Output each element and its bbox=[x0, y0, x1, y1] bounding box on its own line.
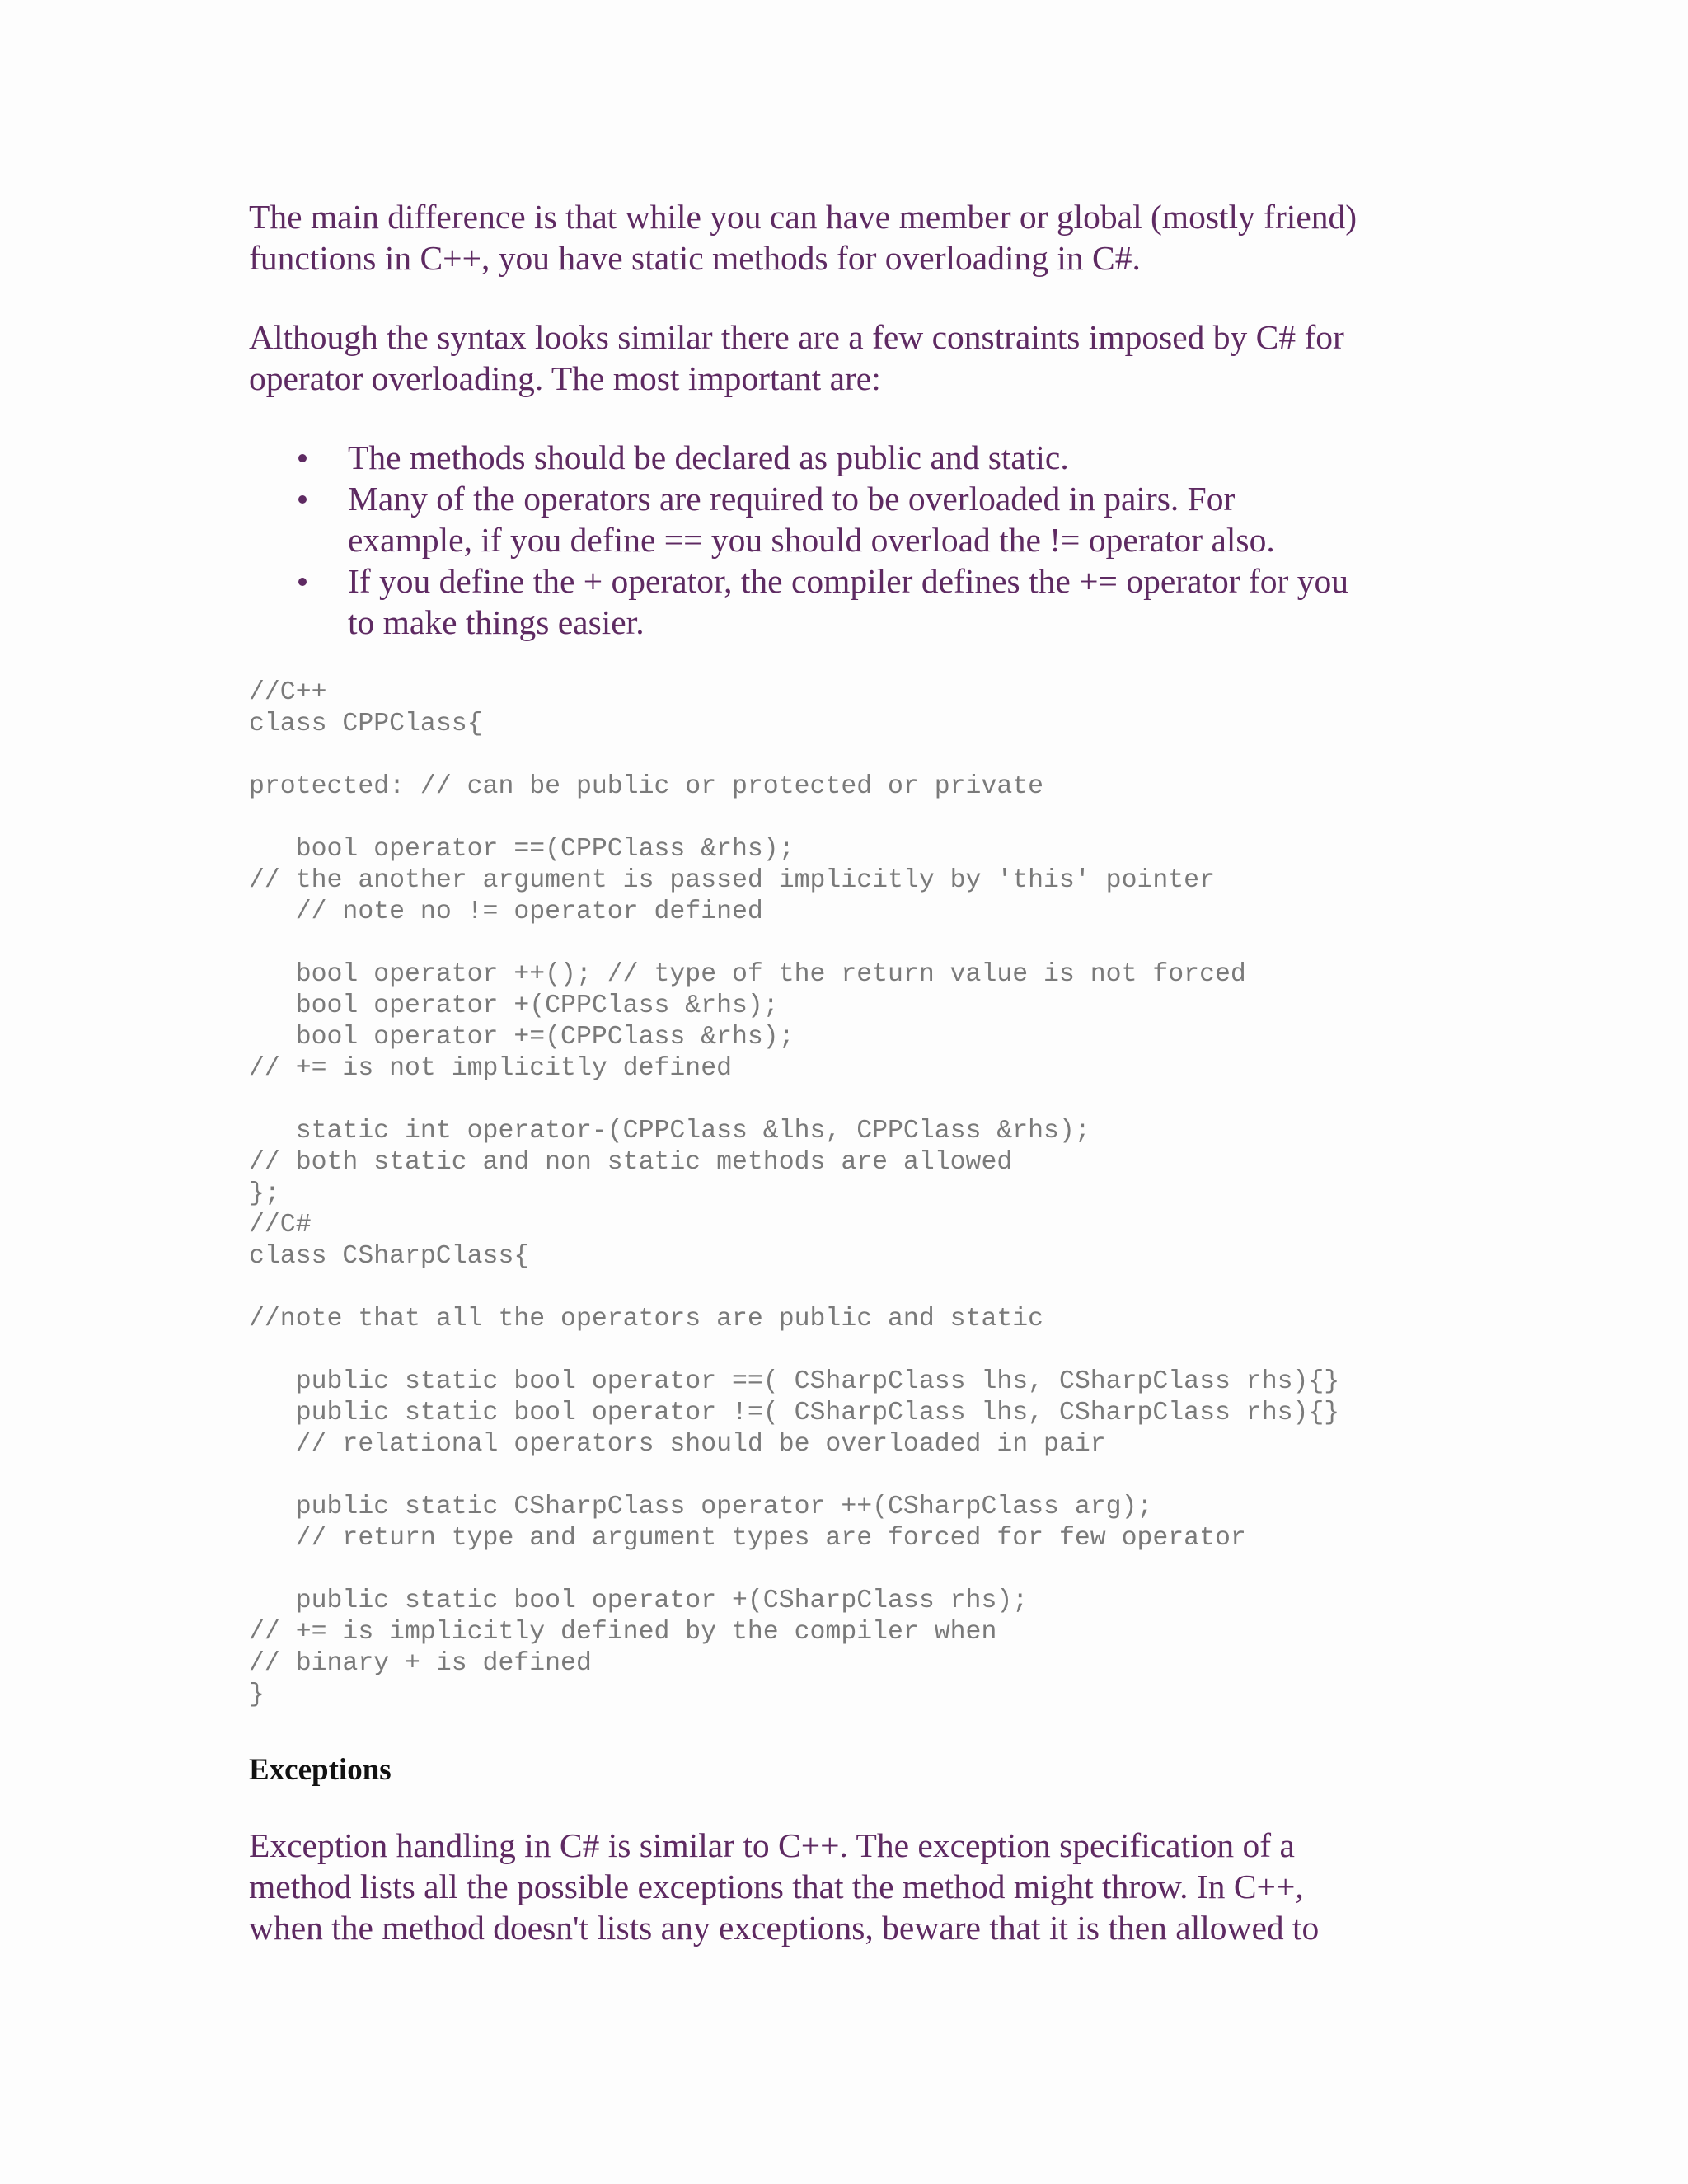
intro-paragraph-2 bbox=[249, 316, 1452, 399]
list-item bbox=[249, 437, 1452, 478]
section-heading-exceptions: Exceptions bbox=[249, 1753, 392, 1787]
code-line: protected: // can be public or protected or private bbox=[249, 772, 1044, 801]
bullet-icon bbox=[298, 578, 307, 586]
code-line: // relational operators should be overloaded in pair bbox=[249, 1430, 1106, 1459]
list-item bbox=[249, 560, 1452, 643]
text-line: to make things easier. bbox=[348, 603, 645, 641]
code-line: bool operator ++(); // type of the return value is not forced bbox=[249, 960, 1246, 989]
code-line: }; bbox=[249, 1179, 280, 1208]
code-line bbox=[249, 1554, 1452, 1586]
bullet-icon bbox=[298, 495, 307, 504]
code-line: // += is implicitly defined by the compiler when bbox=[249, 1618, 997, 1647]
code-line: bool operator ==(CPPClass &rhs); bbox=[249, 835, 795, 864]
code-block bbox=[249, 677, 1452, 1711]
text-line: Exception handling in C# is similar to C++. The exception specification of a bbox=[249, 1826, 1295, 1864]
text-line: when the method doesn't lists any exceptions, beware that it is then allowed to bbox=[249, 1909, 1320, 1947]
code-line bbox=[249, 1335, 1452, 1366]
code-line: class CPPClass{ bbox=[249, 710, 483, 738]
bullet-icon bbox=[298, 454, 307, 462]
code-line: } bbox=[249, 1680, 265, 1709]
code-line: bool operator +(CPPClass &rhs); bbox=[249, 991, 779, 1020]
code-line: // both static and non static methods are allowed bbox=[249, 1148, 1013, 1177]
code-line bbox=[249, 740, 1452, 771]
intro-paragraph-1 bbox=[249, 196, 1452, 279]
text-line: functions in C++, you have static methods for overloading in C#. bbox=[249, 239, 1141, 277]
code-line: // += is not implicitly defined bbox=[249, 1054, 732, 1083]
code-line: public static bool operator !=( CSharpClass lhs, CSharpClass rhs){} bbox=[249, 1399, 1340, 1427]
document-page bbox=[249, 196, 1452, 1948]
constraints-list bbox=[249, 437, 1452, 643]
code-line: static int operator-(CPPClass &lhs, CPPClass &rhs); bbox=[249, 1117, 1090, 1146]
text-line: The main difference is that while you can have member or global (mostly friend) bbox=[249, 198, 1357, 236]
code-line: public static bool operator +(CSharpClass rhs); bbox=[249, 1586, 1029, 1615]
code-line bbox=[249, 1085, 1452, 1116]
text-line: method lists all the possible exceptions that the method might throw. In C++, bbox=[249, 1868, 1304, 1905]
code-line bbox=[249, 928, 1452, 959]
code-line: //C++ bbox=[249, 678, 327, 707]
list-item bbox=[249, 478, 1452, 560]
text-line: The methods should be declared as public and static. bbox=[348, 438, 1069, 476]
code-line: public static CSharpClass operator ++(CSharpClass arg); bbox=[249, 1493, 1153, 1521]
text-line: operator overloading. The most important are: bbox=[249, 359, 881, 397]
code-line: //C# bbox=[249, 1211, 312, 1240]
text-line: If you define the + operator, the compiler defines the += operator for you bbox=[348, 562, 1348, 600]
code-line: // binary + is defined bbox=[249, 1649, 592, 1678]
code-line bbox=[249, 1460, 1452, 1492]
code-line bbox=[249, 1272, 1452, 1304]
code-line: // note no != operator defined bbox=[249, 898, 763, 926]
code-line: // the another argument is passed implicitly by 'this' pointer bbox=[249, 866, 1215, 895]
code-line: // return type and argument types are forced for few operator bbox=[249, 1524, 1246, 1553]
code-line: bool operator +=(CPPClass &rhs); bbox=[249, 1023, 795, 1052]
text-line: Although the syntax looks similar there are a few constraints imposed by C# for bbox=[249, 318, 1344, 356]
code-line: public static bool operator ==( CSharpClass lhs, CSharpClass rhs){} bbox=[249, 1367, 1340, 1396]
text-line: example, if you define == you should overload the != operator also. bbox=[348, 521, 1275, 559]
code-line: class CSharpClass{ bbox=[249, 1242, 530, 1271]
code-line: //note that all the operators are public and static bbox=[249, 1305, 1044, 1333]
code-line bbox=[249, 803, 1452, 834]
text-line: Many of the operators are required to be overloaded in pairs. For bbox=[348, 480, 1236, 518]
exceptions-paragraph bbox=[249, 1825, 1452, 1948]
